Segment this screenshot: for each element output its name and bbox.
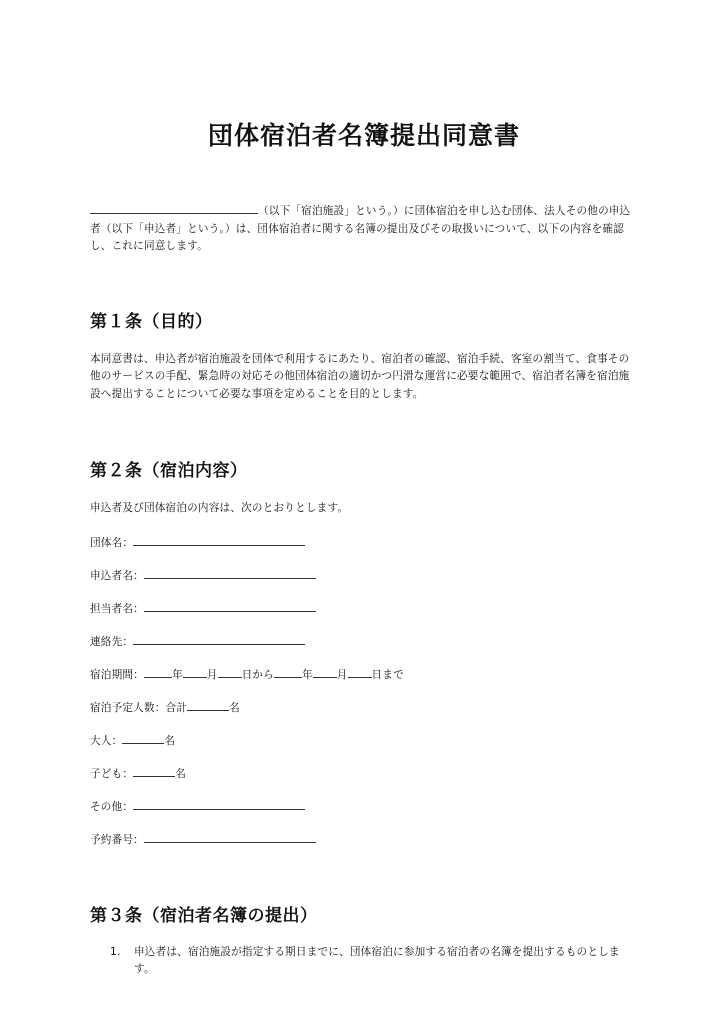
person-unit-2: 名 <box>164 734 176 747</box>
year-label-2: 年 <box>301 668 313 681</box>
contact-label: 連絡先： <box>90 635 134 648</box>
list-item-number: 1. <box>110 945 121 958</box>
others-blank[interactable] <box>133 798 305 810</box>
contact-person-label: 担当者名： <box>90 602 144 615</box>
stay-details-fields <box>90 534 638 848</box>
article-2-heading: 第２条（宿泊内容） <box>90 461 248 481</box>
intro-paragraph <box>90 202 638 256</box>
applicant-name-field <box>90 567 638 584</box>
list-item-text: 申込者は、宿泊施設が指定する期日までに、団体宿泊に参加する宿泊者の名簿を提出するものとします。 <box>134 945 620 975</box>
list-item <box>90 944 638 979</box>
stay-period-label: 宿泊期間： <box>90 668 144 681</box>
children-field <box>90 765 638 782</box>
day-from-label: 日から <box>241 668 274 681</box>
contact-blank[interactable] <box>133 633 305 645</box>
others-label: その他： <box>90 800 134 813</box>
adults-label: 大人： <box>90 734 123 747</box>
children-label: 子ども： <box>90 767 134 780</box>
planned-count-blank[interactable] <box>187 699 229 711</box>
article-1-heading: 第１条（目的） <box>90 311 213 332</box>
planned-count-label: 宿泊予定人数：合計 <box>90 701 188 714</box>
month-label-2: 月 <box>336 668 348 681</box>
person-unit: 名 <box>229 701 240 714</box>
children-blank[interactable] <box>133 765 175 777</box>
group-name-field <box>90 534 638 551</box>
intro-text: （以下「宿泊施設」という。）に団体宿泊を申し込む団体、法人その他の申込者（以下「申込者」という。）は、団体宿泊者に関する名簿の提出及びその取扱いについて、以下の内容を確認し、これに同意します。 <box>90 205 631 252</box>
article-3-list <box>90 944 638 979</box>
adults-blank[interactable] <box>122 732 164 744</box>
booking-number-field <box>90 831 638 848</box>
booking-number-label: 予約番号： <box>90 833 144 846</box>
group-name-blank[interactable] <box>133 534 305 546</box>
facility-name-blank[interactable] <box>90 202 258 214</box>
start-day-blank[interactable] <box>218 666 242 678</box>
article-2-lead: 申込者及び団体宿泊の内容は、次のとおりとします。 <box>90 502 349 514</box>
end-year-blank[interactable] <box>274 666 302 678</box>
others-field <box>90 798 638 815</box>
stay-period-field <box>90 666 638 683</box>
article-1-body: 本同意書は、申込者が宿泊施設を団体で利用するにあたり、宿泊者の確認、宿泊手続、客室の割当て、食事その他のサービスの手配、緊急時の対応その他団体宿泊の適切かつ円滑な運営に必要な範囲で、宿泊者名簿を宿泊施設へ提出することについて必要な事項を定めることを目的とします。 <box>90 352 630 400</box>
contact-person-blank[interactable] <box>144 600 316 612</box>
start-year-blank[interactable] <box>144 666 172 678</box>
contact-person-field <box>90 600 638 617</box>
month-label: 月 <box>206 668 218 681</box>
start-month-blank[interactable] <box>183 666 207 678</box>
adults-field <box>90 732 638 749</box>
planned-count-field <box>90 699 638 716</box>
person-unit-3: 名 <box>175 767 186 780</box>
booking-number-blank[interactable] <box>144 831 316 843</box>
applicant-name-blank[interactable] <box>144 567 316 579</box>
end-day-blank[interactable] <box>348 666 372 678</box>
applicant-name-label: 申込者名： <box>90 569 144 582</box>
contact-field <box>90 633 638 650</box>
document-title: 団体宿泊者名簿提出同意書 <box>207 121 520 150</box>
group-name-label: 団体名： <box>90 536 134 549</box>
day-to-label: 日まで <box>371 668 404 681</box>
end-month-blank[interactable] <box>313 666 337 678</box>
year-label: 年 <box>171 668 183 681</box>
article-3-heading: 第３条（宿泊者名簿の提出） <box>90 905 318 926</box>
